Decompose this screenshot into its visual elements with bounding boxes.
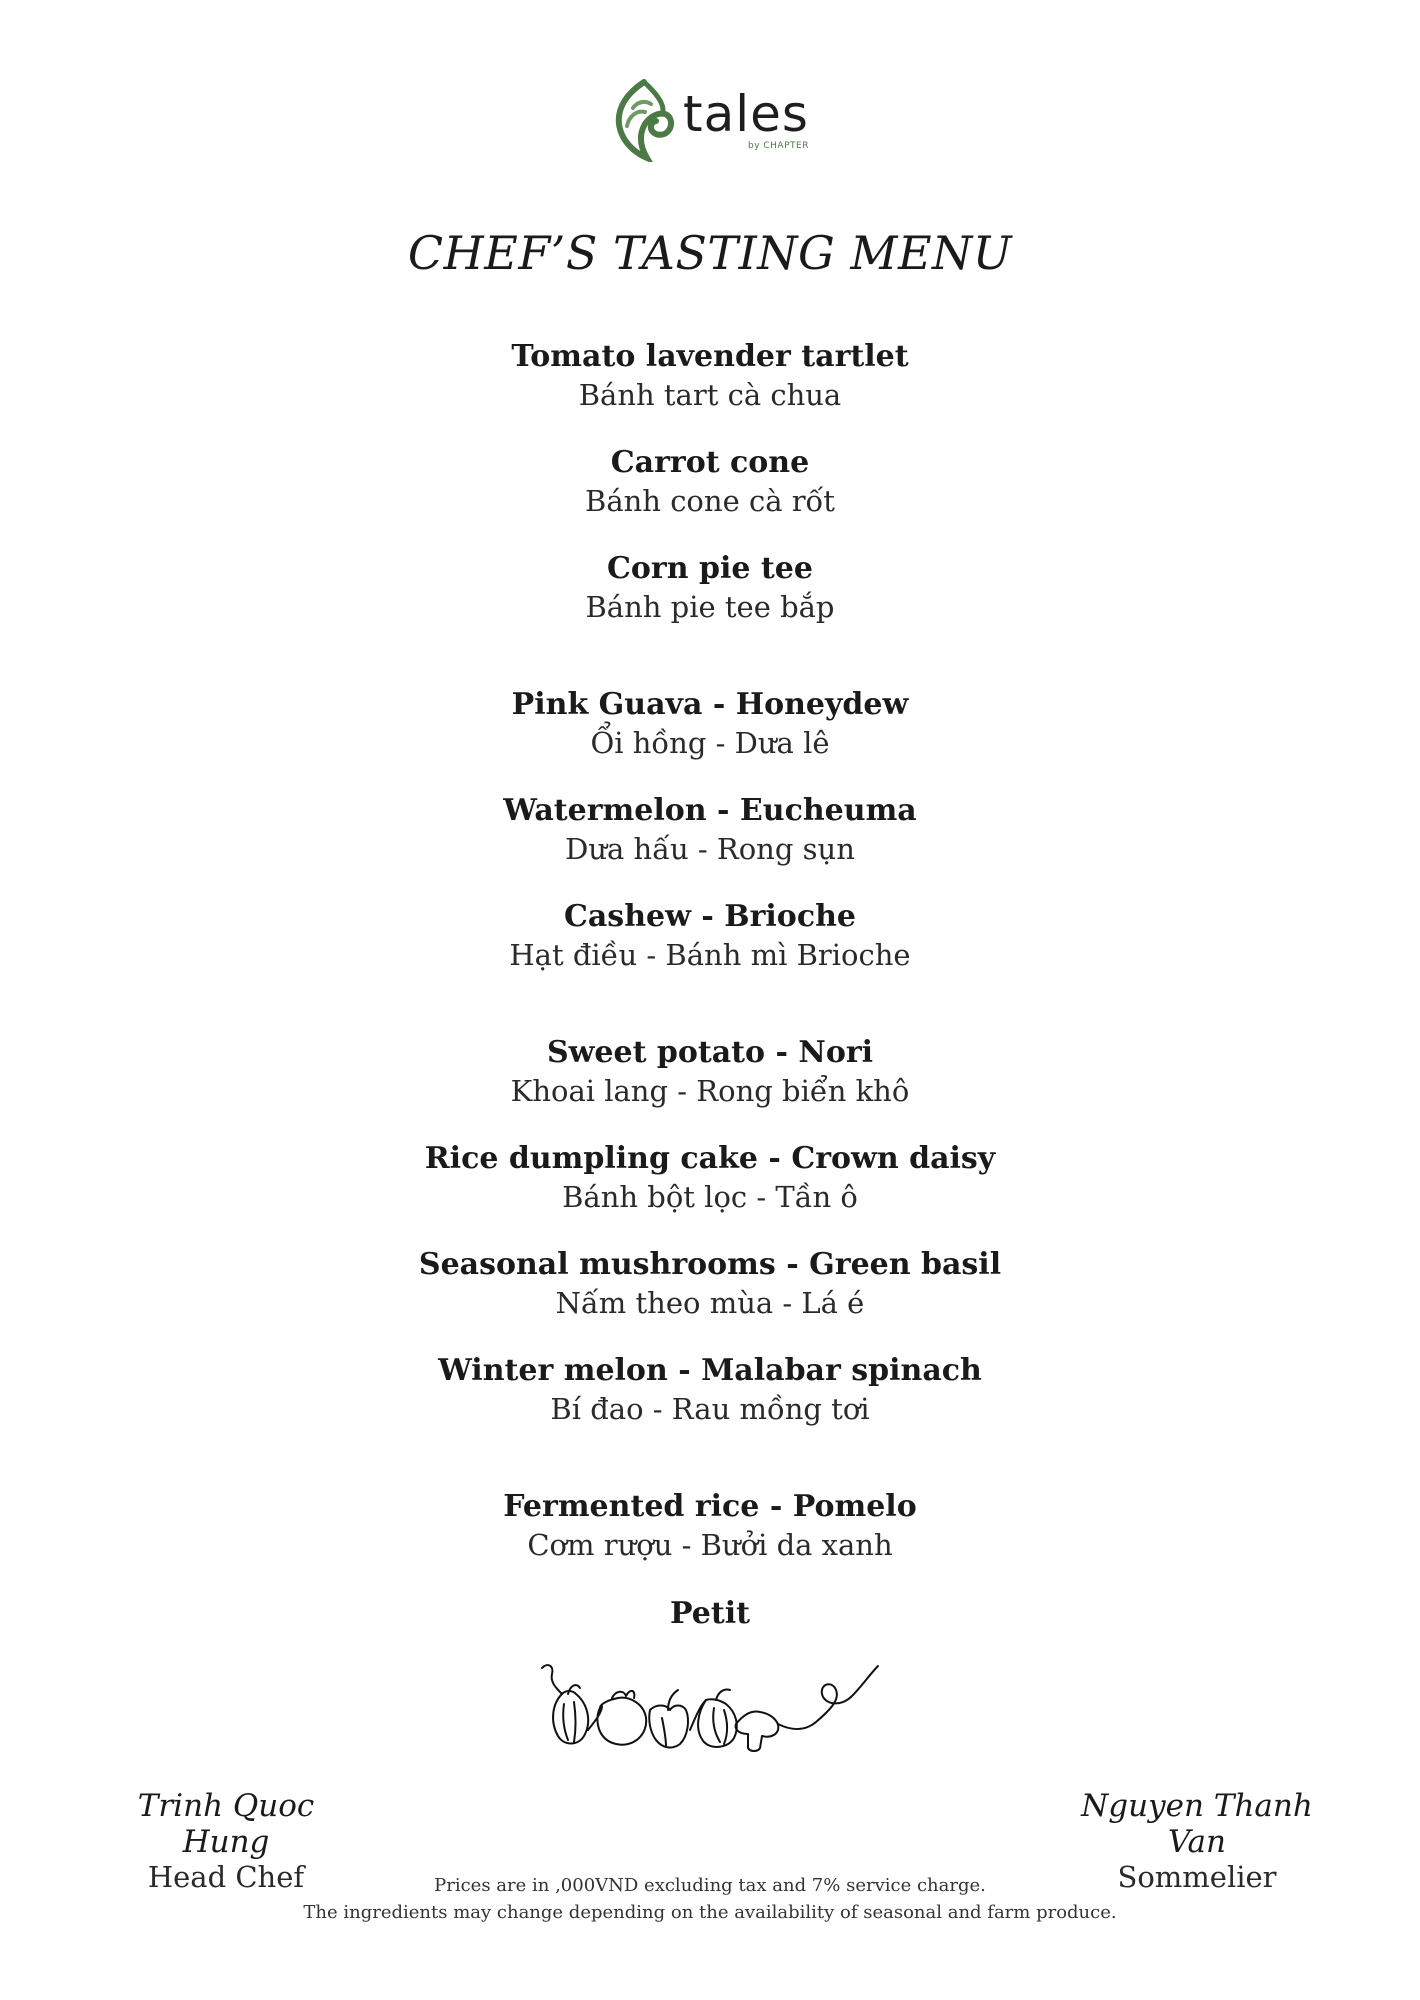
brand-logo <box>0 78 1420 162</box>
menu-list <box>0 338 1420 1564</box>
dish-name-english: Pink Guava - Honeydew <box>511 687 909 722</box>
dish-name-english: Rice dumpling cake - Crown daisy <box>424 1141 996 1176</box>
dish-name-english: Tomato lavender tartlet <box>511 339 909 374</box>
menu-dish <box>511 1034 910 1110</box>
signature-name: Nguyen Thanh Van <box>1081 1788 1313 1860</box>
footer-ingredients-note: The ingredients may change depending on the availability of seasonal and farm produce. <box>303 1902 1117 1923</box>
footer-price-note: Prices are in ,000VND excluding tax and 7% service charge. <box>434 1875 986 1896</box>
menu-dish <box>503 792 917 868</box>
dish-name-english: Winter melon - Malabar spinach <box>438 1353 982 1388</box>
dish-name-vietnamese: Bánh pie tee bắp <box>585 590 835 624</box>
brand-name: tales <box>683 85 809 143</box>
menu-dish <box>512 686 909 762</box>
menu-section <box>419 1034 1001 1428</box>
dish-name-vietnamese: Bánh cone cà rốt <box>585 484 835 518</box>
dish-name-vietnamese: Bánh tart cà chua <box>578 378 842 412</box>
dish-name-english: Watermelon - Eucheuma <box>503 793 917 828</box>
dish-name-vietnamese: Ổi hồng - Dưa lê <box>590 726 830 760</box>
dish-name-english: Fermented rice - Pomelo <box>503 1489 917 1524</box>
menu-dish <box>438 1352 982 1428</box>
menu-section <box>503 686 917 974</box>
menu-dish <box>503 1488 916 1564</box>
menu-dish <box>509 898 910 974</box>
leaf-spiral-icon <box>611 78 677 162</box>
dish-name-english: Corn pie tee <box>607 551 813 586</box>
dish-name-vietnamese: Dưa hấu - Rong sụn <box>565 832 855 866</box>
menu-dish <box>511 338 908 414</box>
dish-name-english: Seasonal mushrooms - Green basil <box>418 1247 1002 1282</box>
menu-section <box>503 1488 916 1564</box>
dish-name-vietnamese: Bí đao - Rau mồng tơi <box>550 1392 870 1426</box>
brand-subtitle: by CHAPTER <box>747 141 809 151</box>
dish-name-english: Sweet potato - Nori <box>546 1035 874 1070</box>
signature-role: Head Chef <box>147 1860 305 1894</box>
vegetable-line-drawing-icon <box>540 1660 880 1760</box>
signature-role: Sommelier <box>1117 1860 1277 1894</box>
petit-label: Petit <box>670 1596 750 1631</box>
menu-section <box>511 338 908 626</box>
footer-notes <box>0 1872 1420 1926</box>
menu-dish <box>585 550 834 626</box>
menu-title: CHEF’S TASTING MENU <box>407 226 1013 280</box>
dish-name-vietnamese: Bánh bột lọc - Tần ô <box>562 1180 858 1214</box>
dish-name-vietnamese: Nấm theo mùa - Lá é <box>555 1286 865 1320</box>
dish-name-vietnamese: Khoai lang - Rong biển khô <box>510 1074 910 1108</box>
menu-dish <box>419 1246 1001 1322</box>
signature-name: Trinh Quoc Hung <box>137 1788 315 1860</box>
dish-name-vietnamese: Cơm rượu - Bưởi da xanh <box>527 1528 893 1562</box>
dish-name-english: Cashew - Brioche <box>563 899 856 934</box>
menu-dish <box>585 444 835 520</box>
dish-name-vietnamese: Hạt điều - Bánh mì Brioche <box>509 938 911 972</box>
menu-dish <box>425 1140 995 1216</box>
dish-name-english: Carrot cone <box>610 445 810 480</box>
